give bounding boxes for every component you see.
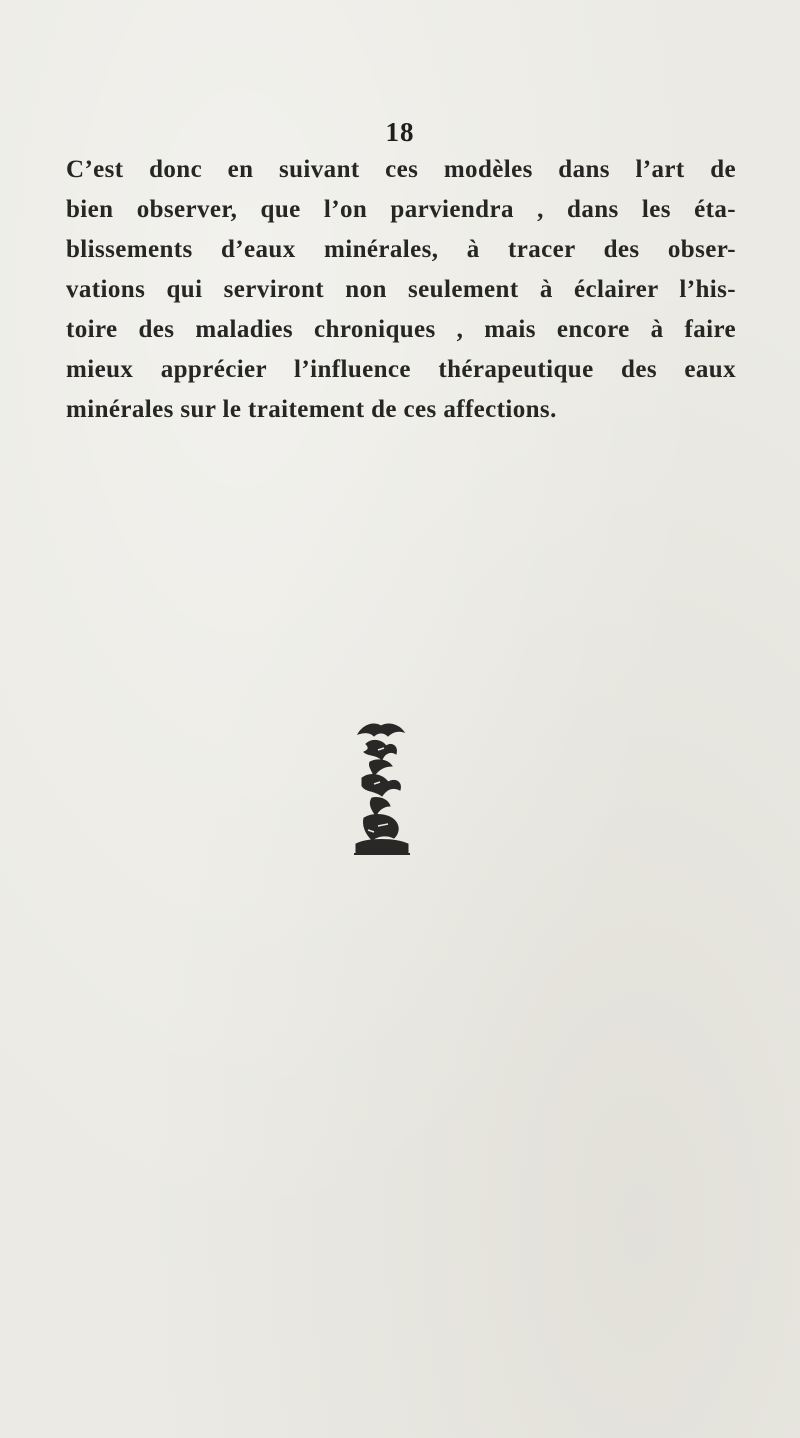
page-number: 18: [385, 117, 415, 147]
body-paragraph: [66, 150, 736, 430]
decorative-vignette-icon: [348, 720, 414, 856]
paragraph-line: mieux apprécier l’influence thérapeutique des eaux: [66, 356, 736, 383]
paragraph-line: blissements d’eaux minérales, à tracer des obser-: [66, 236, 736, 263]
paragraph-line: C’est donc en suivant ces modèles dans l’art de: [66, 156, 736, 183]
paragraph-line: bien observer, que l’on parviendra , dans les éta-: [66, 196, 736, 223]
paragraph-line: vations qui serviront non seulement à éclairer l’his-: [66, 276, 736, 303]
paragraph-line: minérales sur le traitement de ces affections.: [66, 396, 557, 423]
paragraph-line: toire des maladies chroniques , mais encore à faire: [66, 316, 736, 343]
